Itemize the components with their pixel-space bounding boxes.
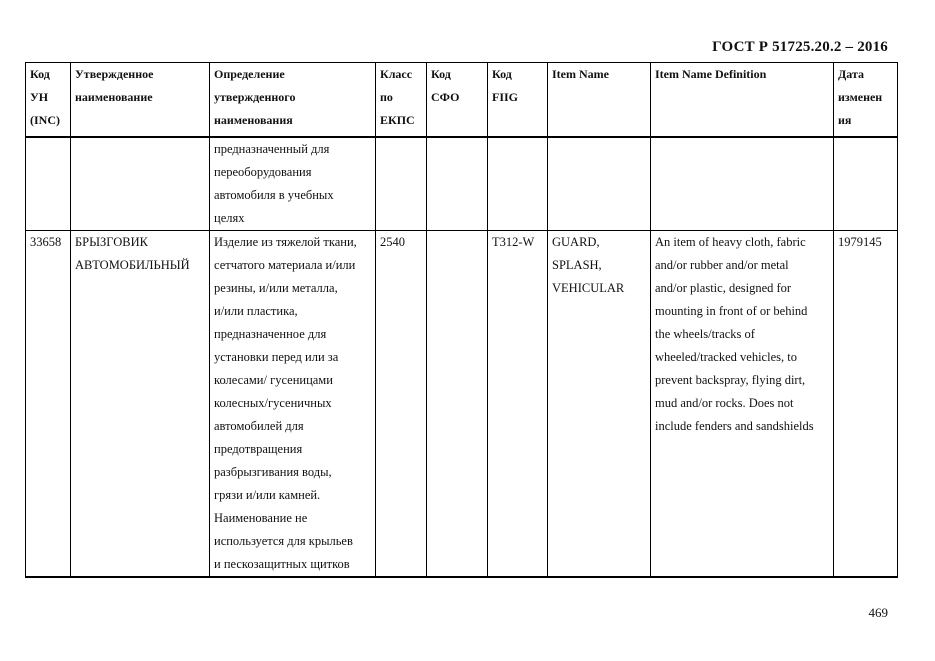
cell-item-name-definition: [651, 137, 834, 231]
cell-definition: Изделие из тяжелой ткани, сетчатого материала и/или резины, и/или металла, и/или пластика, предназначенное для установки перед или за колесами/ гусеницами колесных/гусеничных автомобилей для предотвращения разбрызгивания воды, грязи и/или камней. Наименование не используется для крыльев и пескозащитных щитков: [210, 230, 376, 577]
header-item-name: Item Name: [548, 63, 651, 137]
cell-fiig-code: [488, 137, 548, 231]
header-approved-name: Утвержденное наименование: [71, 63, 210, 137]
catalog-table: [25, 62, 898, 578]
document-code: ГОСТ Р 51725.20.2 – 2016: [712, 39, 888, 55]
header-fiig-code: Код FIIG: [488, 63, 548, 137]
header-sfo-code: Код СФО: [427, 63, 488, 137]
cell-fiig-code: T312-W: [488, 230, 548, 577]
header-definition: Определение утвержденного наименования: [210, 63, 376, 137]
cell-ekps-class: 2540: [376, 230, 427, 577]
cell-change-date: [834, 137, 898, 231]
cell-approved-name: [71, 137, 210, 231]
header-row: [26, 63, 898, 137]
cell-ekps-class: [376, 137, 427, 231]
table-row-continuation: [26, 137, 898, 231]
cell-change-date: 1979145: [834, 230, 898, 577]
table-row: [26, 230, 898, 577]
header-change-date: Дата изменен ия: [834, 63, 898, 137]
header-ekps-class: Класс по ЕКПС: [376, 63, 427, 137]
cell-sfo-code: [427, 137, 488, 231]
page-number: 469: [868, 605, 888, 620]
header-item-name-definition: Item Name Definition: [651, 63, 834, 137]
cell-approved-name: БРЫЗГОВИК АВТОМОБИЛЬНЫЙ: [71, 230, 210, 577]
cell-inc: [26, 137, 71, 231]
cell-item-name: [548, 137, 651, 231]
cell-definition: предназначенный для переоборудования автомобиля в учебных целях: [210, 137, 376, 231]
cell-inc: 33658: [26, 230, 71, 577]
cell-item-name: GUARD, SPLASH, VEHICULAR: [548, 230, 651, 577]
cell-item-name-definition: An item of heavy cloth, fabric and/or rubber and/or metal and/or plastic, designed for mounting in front of or behind the wheels/tracks of wheeled/tracked vehicles, to prevent backspray, flying dirt, mud and/or rocks. Does not include fenders and sandshields: [651, 230, 834, 577]
header-inc: Код УН (INC): [26, 63, 71, 137]
cell-sfo-code: [427, 230, 488, 577]
